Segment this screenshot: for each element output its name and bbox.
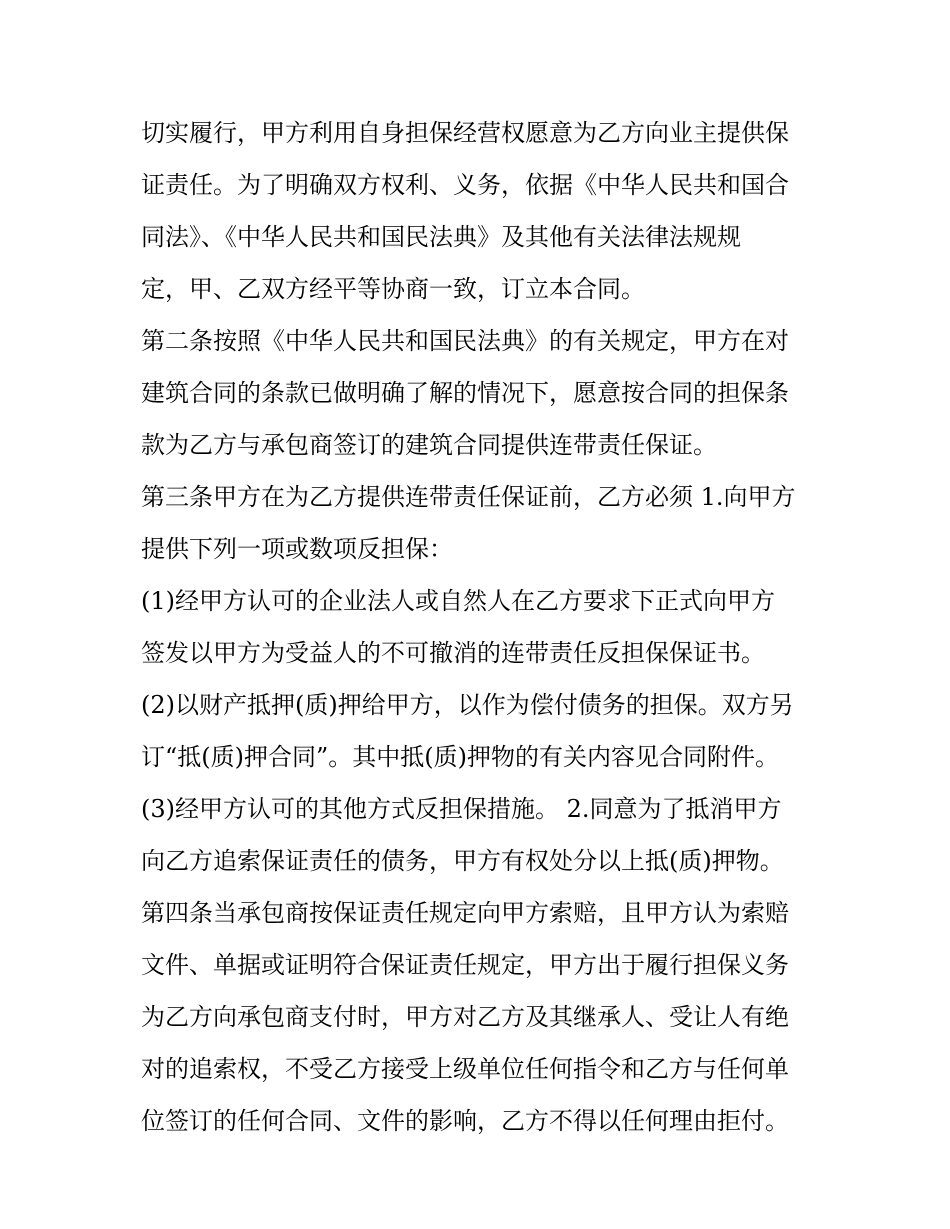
text-line: 对的追索权，不受乙方接受上级单位任何指令和乙方与任何单 (141, 1055, 789, 1083)
text-line: 签发以甲方为受益人的不可撤消的连带责任反担保保证书。 (141, 639, 765, 667)
text-line: 第二条按照《中华人民共和国民法典》的有关规定，甲方在对 (141, 327, 789, 355)
text-line: 向乙方追索保证责任的债务，甲方有权处分以上抵(质)押物。 (141, 847, 784, 875)
text-line: 建筑合同的条款已做明确了解的情况下，愿意按合同的担保条 (141, 379, 789, 407)
text-line: 位签订的任何合同、文件的影响，乙方不得以任何理由拒付。 (141, 1107, 789, 1135)
text-line: 定，甲、乙双方经平等协商一致，订立本合同。 (141, 275, 645, 303)
text-line: 证责任。为了明确双方权利、义务，依据《中华人民共和国合 (141, 171, 789, 199)
text-line: 提供下列一项或数项反担保： (141, 535, 453, 563)
text-line: 同法》、《中华人民共和国民法典》及其他有关法律法规规 (141, 223, 741, 251)
text-line: 第四条当承包商按保证责任规定向甲方索赔，且甲方认为索赔 (141, 899, 789, 927)
text-line: (3)经甲方认可的其他方式反担保措施。 2.同意为了抵消甲方 (141, 795, 782, 823)
text-line: 款为乙方与承包商签订的建筑合同提供连带责任保证。 (141, 431, 717, 459)
text-line: 文件、单据或证明符合保证责任规定，甲方出于履行担保义务 (141, 951, 789, 979)
text-line: 订“抵(质)押合同”。其中抵(质)押物的有关内容见合同附件。 (141, 743, 779, 771)
document-body (141, 107, 821, 1147)
text-line: (2)以财产抵押(质)押给甲方，以作为偿付债务的担保。双方另 (141, 691, 794, 719)
text-line: 为乙方向承包商支付时，甲方对乙方及其继承人、受让人有绝 (141, 1003, 789, 1031)
text-line: 切实履行，甲方利用自身担保经营权愿意为乙方向业主提供保 (141, 119, 789, 147)
text-line: 第三条甲方在为乙方提供连带责任保证前，乙方必须 1.向甲方 (141, 483, 796, 511)
text-line: (1)经甲方认可的企业法人或自然人在乙方要求下正式向甲方 (141, 587, 775, 615)
